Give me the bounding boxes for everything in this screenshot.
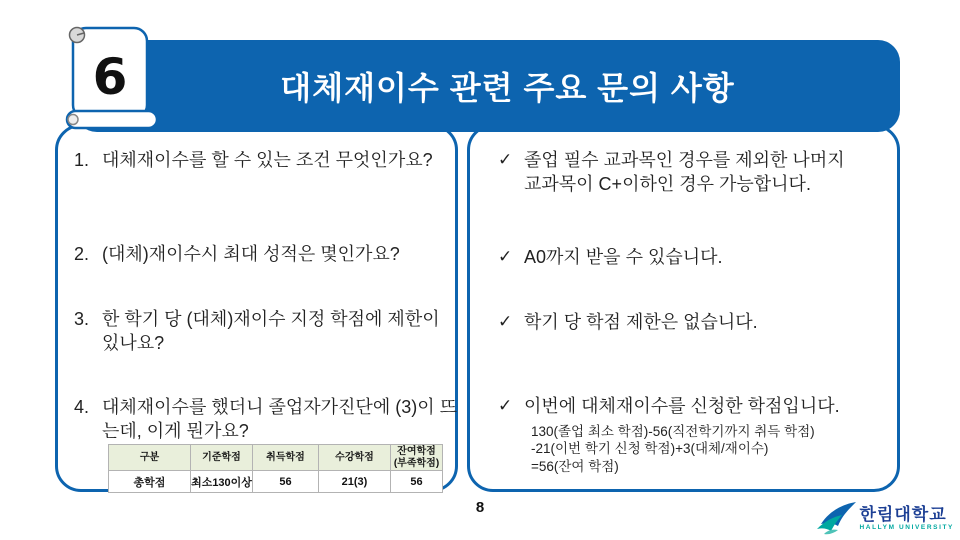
checkmark-icon: ✓ <box>498 312 513 331</box>
answer-4-calculation <box>531 423 815 475</box>
answer-text: 이번에 대체재이수를 신청한 학점입니다. <box>524 396 840 416</box>
answer-item-2 <box>498 246 896 270</box>
checkmark-icon: ✓ <box>498 150 513 169</box>
col-header-category: 구분 <box>109 445 191 471</box>
cell-enrolled: 21(3) <box>319 471 391 493</box>
answer-item-3 <box>498 311 896 335</box>
page-title: 대체재이수 관련 주요 문의 사항 <box>280 70 735 106</box>
cell-category: 총학점 <box>109 471 191 493</box>
question-number: 2. <box>74 244 90 264</box>
cell-required: 최소130이상 <box>191 471 253 493</box>
question-number: 1. <box>74 150 90 170</box>
question-text: (대체)재이수시 최대 성적은 몇인가요? <box>102 244 400 264</box>
answer-text: A0까지 받을 수 있습니다. <box>524 247 723 267</box>
slide-header <box>75 40 900 132</box>
question-number: 3. <box>74 309 90 329</box>
calculation-line: 130(졸업 최소 학점)-56(직전학기까지 취득 학점) <box>531 424 815 439</box>
answer-item-4 <box>498 395 896 419</box>
checkmark-icon: ✓ <box>498 396 513 415</box>
checkmark-icon: ✓ <box>498 247 513 266</box>
cell-earned: 56 <box>253 471 319 493</box>
cell-remaining: 56 <box>391 471 443 493</box>
logo-english-name: HALLYM UNIVERSITY <box>859 524 954 532</box>
question-item-3 <box>74 308 460 356</box>
col-header-earned: 취득학점 <box>253 445 319 471</box>
col-header-required: 기준학점 <box>191 445 253 471</box>
logo-text <box>860 506 955 532</box>
question-number: 4. <box>74 397 90 417</box>
col-header-remaining <box>391 445 443 471</box>
answers-panel <box>467 124 900 492</box>
hallym-logo-wave-icon <box>815 502 857 536</box>
table-header-row <box>109 445 443 471</box>
calculation-line: =56(잔여 학점) <box>531 458 619 474</box>
question-text: 대체재이수를 했더니 졸업자가진단에 (3)이 뜨는데, 이게 뭔가요? <box>102 397 457 441</box>
question-text: 대체재이수를 할 수 있는 조건 무엇인가요? <box>102 150 433 170</box>
answer-item-1 <box>498 149 896 197</box>
col-header-remaining-line2: (부족학점) <box>393 457 440 469</box>
slide-number: 6 <box>92 48 128 106</box>
calculation-line: -21(이번 학기 신청 학점)+3(대체/재이수) <box>531 441 769 457</box>
hallym-university-logo <box>815 502 955 536</box>
question-item-2 <box>74 243 460 267</box>
col-header-remaining-line1: 잔여학점 <box>397 446 436 457</box>
page-number: 8 <box>475 499 485 516</box>
questions-panel <box>55 124 458 492</box>
col-header-enrolled: 수강학점 <box>319 445 391 471</box>
answer-text: 졸업 필수 교과목인 경우를 제외한 나머지 교과목이 C+이하인 경우 가능합니다. <box>524 150 845 194</box>
logo-korean-name: 한림대학교 <box>859 505 947 525</box>
question-item-4 <box>74 396 460 444</box>
question-item-1 <box>74 149 460 173</box>
answer-text: 학기 당 학점 제한은 없습니다. <box>524 312 758 332</box>
credit-summary-table <box>108 444 443 493</box>
table-row <box>109 471 443 493</box>
question-text: 한 학기 당 (대체)재이수 지정 학점에 제한이 있나요? <box>102 309 440 353</box>
